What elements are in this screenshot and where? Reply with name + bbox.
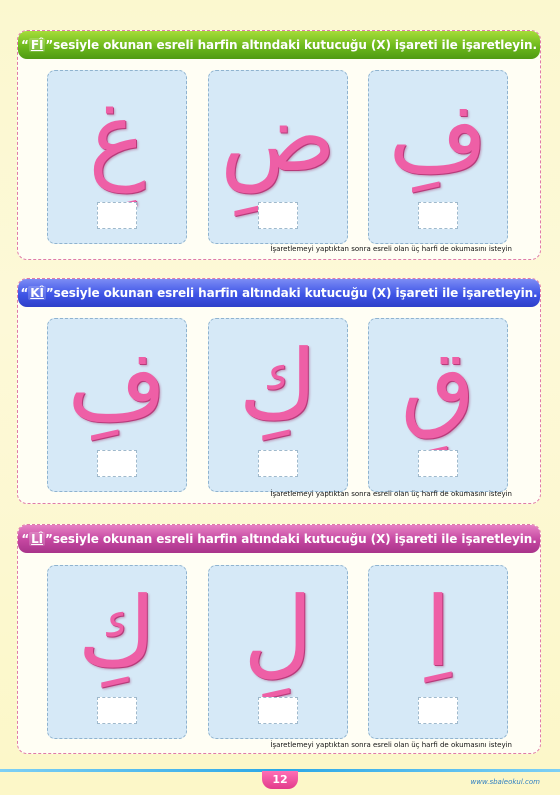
target-syllable: KÎ <box>30 286 44 300</box>
arabic-letter: لِ <box>243 576 313 688</box>
instruction-text: sesiyle okunan esreli harfin altındaki kutucuğu (X) işareti ile işaretleyin. <box>52 532 537 546</box>
letter-card <box>47 565 187 739</box>
exercise-section-li <box>17 524 541 754</box>
exercise-section-fi <box>17 30 541 260</box>
teacher-note: İşaretlemeyi yaptıktan sonra esreli olan üç harfi de okumasını isteyin <box>270 245 512 253</box>
arabic-letter: فِ <box>388 81 488 193</box>
exercise-section-ki <box>17 278 541 504</box>
target-syllable: FÎ <box>30 38 44 52</box>
letter-card <box>208 70 348 244</box>
answer-checkbox[interactable] <box>418 202 458 229</box>
answer-checkbox[interactable] <box>258 697 298 724</box>
letter-card <box>208 565 348 739</box>
instruction-banner: “ KÎ ” sesiyle okunan esreli harfin altındaki kutucuğu (X) işareti ile işaretleyin. <box>18 279 540 307</box>
teacher-note: İşaretlemeyi yaptıktan sonra esreli olan üç harfi de okumasını isteyin <box>270 490 512 498</box>
letter-card <box>368 70 508 244</box>
answer-checkbox[interactable] <box>97 697 137 724</box>
answer-checkbox[interactable] <box>97 202 137 229</box>
website-url: www.sbaleokul.com <box>470 778 540 786</box>
letter-card <box>368 318 508 492</box>
arabic-letter: قِ <box>400 329 476 441</box>
arabic-letter: اِ <box>424 576 452 688</box>
instruction-banner: “ LÎ ” sesiyle okunan esreli harfin altındaki kutucuğu (X) işareti ile işaretleyin. <box>18 525 540 553</box>
answer-checkbox[interactable] <box>97 450 137 477</box>
arabic-letter: فِ <box>67 329 167 441</box>
arabic-letter: كِ <box>77 576 157 688</box>
letter-card <box>47 318 187 492</box>
instruction-text: sesiyle okunan esreli harfin altındaki kutucuğu (X) işareti ile işaretleyin. <box>53 286 538 300</box>
instruction-text: sesiyle okunan esreli harfin altındaki kutucuğu (X) işareti ile işaretleyin. <box>53 38 537 52</box>
page-number: 12 <box>262 771 298 789</box>
answer-checkbox[interactable] <box>258 202 298 229</box>
arabic-letter: كِ <box>238 329 318 441</box>
answer-checkbox[interactable] <box>418 697 458 724</box>
teacher-note: İşaretlemeyi yaptıktan sonra esreli olan üç harfi de okumasını isteyin <box>270 741 512 749</box>
arabic-letter: ضِ <box>219 81 337 193</box>
answer-checkbox[interactable] <box>258 450 298 477</box>
letter-card <box>47 70 187 244</box>
instruction-banner: “ FÎ ” sesiyle okunan esreli harfin altındaki kutucuğu (X) işareti ile işaretleyin. <box>18 31 540 59</box>
target-syllable: LÎ <box>31 532 44 546</box>
letter-card <box>208 318 348 492</box>
answer-checkbox[interactable] <box>418 450 458 477</box>
letter-card <box>368 565 508 739</box>
arabic-letter: غِ <box>88 81 146 193</box>
